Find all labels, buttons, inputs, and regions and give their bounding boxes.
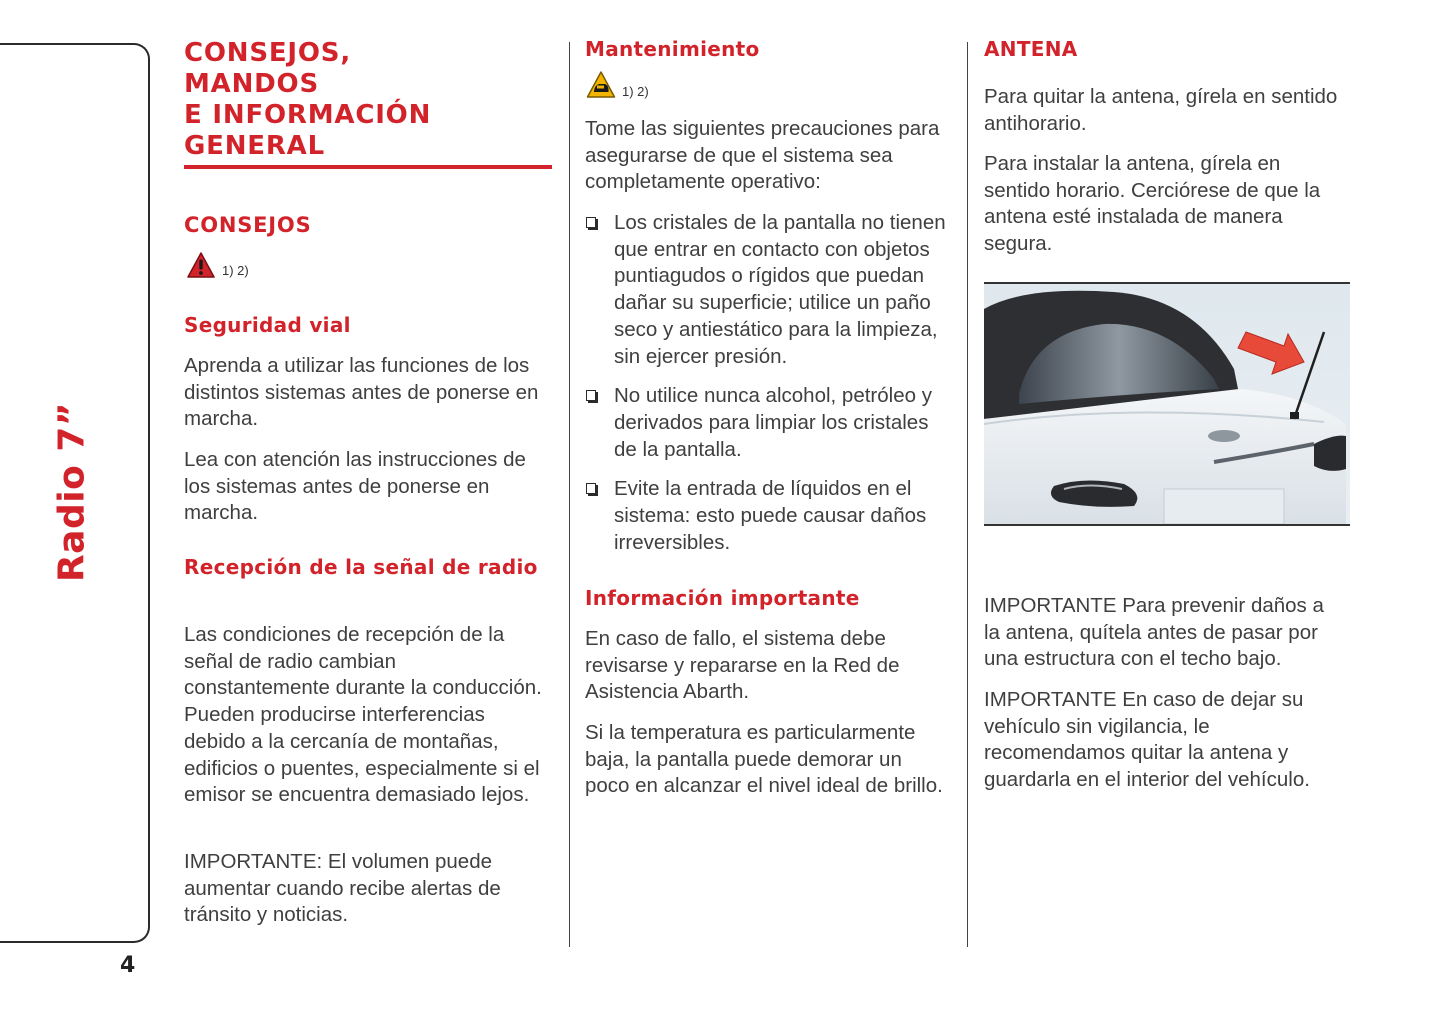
seguridad-paragraph-2: Lea con atención las instrucciones de los sistemas antes de ponerse en marcha.	[184, 448, 526, 525]
info-paragraph-1: En caso de fallo, el sistema debe revisarse y repararse en la Red de Asistencia Abarth.	[585, 627, 900, 704]
list-item: Evite la entrada de líquidos en el sistema: esto puede causar daños irreversibles.	[585, 476, 950, 556]
car-rear-antenna-image	[984, 284, 1350, 524]
column-divider	[569, 42, 570, 947]
list-item: No utilice nunca alcohol, petróleo y derivados para limpiar los cristales de la pantalla.	[585, 383, 950, 463]
informacion-importante-heading: Información importante	[585, 586, 860, 610]
mantenimiento-warning-refs	[586, 70, 649, 100]
consejos-warning-refs	[186, 251, 249, 279]
checkbox-bullet-icon	[586, 483, 596, 494]
antena-important-1: IMPORTANTE Para prevenir daños a la antena, quítela antes de pasar por una estructura con el techo bajo.	[984, 594, 1324, 671]
antena-paragraph-2: Para instalar la antena, gírela en sentido horario. Cerciórese de que la antena esté instalada de manera segura.	[984, 152, 1321, 256]
column-divider	[967, 42, 968, 947]
consejos-heading: CONSEJOS	[184, 213, 312, 237]
caution-warning-icon	[586, 70, 616, 100]
recepcion-heading: Recepción de la señal de radio	[184, 555, 538, 579]
page-title: CONSEJOS, MANDOS E INFORMACIÓN GENERAL	[184, 38, 552, 169]
mantenimiento-heading: Mantenimiento	[585, 37, 760, 61]
info-paragraph-2: Si la temperatura es particularmente baja, la pantalla puede demorar un poco en alcanzar el nivel ideal de brillo.	[585, 721, 943, 798]
list-item: Los cristales de la pantalla no tienen que entrar en contacto con objetos puntiagudos o rígidos que puedan dañar su superficie; utilice un paño seco y antiestático para la limpieza, sin ejercer presión.	[585, 210, 950, 370]
precautions-list	[585, 210, 950, 569]
seguridad-paragraph-1: Aprenda a utilizar las funciones de los distintos sistemas antes de ponerse en marcha.	[184, 354, 539, 431]
recepcion-paragraph-1: Las condiciones de recepción de la señal de radio cambian constantemente durante la conducción. Pueden producirse interferencias debido a la cercanía de montañas, edificios o puentes, especialmente si el emisor se encuentra demasiado lejos.	[184, 623, 542, 807]
mantenimiento-intro: Tome las siguientes precauciones para asegurarse de que el sistema sea completamente operativo:	[585, 117, 940, 194]
section-tab-label: Radio 7”	[51, 401, 93, 583]
warning-refs-text: 1) 2)	[222, 263, 249, 278]
warning-refs-text: 1) 2)	[622, 84, 649, 99]
recepcion-paragraph-2: IMPORTANTE: El volumen puede aumentar cuando recibe alertas de tránsito y noticias.	[184, 850, 501, 927]
checkbox-bullet-icon	[586, 217, 596, 228]
antena-important-2: IMPORTANTE En caso de dejar su vehículo sin vigilancia, le recomendamos quitar la antena y guardarla en el interior del vehículo.	[984, 688, 1310, 792]
danger-warning-icon	[186, 251, 216, 279]
seguridad-vial-heading: Seguridad vial	[184, 313, 351, 337]
checkbox-bullet-icon	[586, 390, 596, 401]
antena-paragraph-1: Para quitar la antena, gírela en sentido antihorario.	[984, 85, 1338, 135]
antena-heading: ANTENA	[984, 37, 1078, 61]
page-number: 4	[120, 953, 136, 978]
antenna-car-illustration	[984, 282, 1350, 526]
